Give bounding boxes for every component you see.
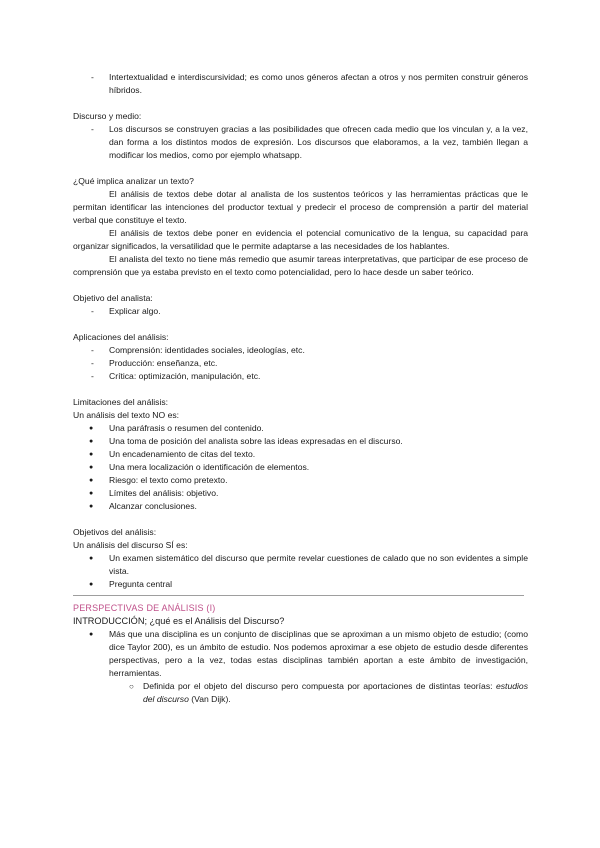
list-item: ● Un encadenamiento de citas del texto.	[73, 448, 528, 461]
list-item: ● Una mera localización o identificación de elementos.	[73, 461, 528, 474]
list-item: - Producción: enseñanza, etc.	[73, 357, 528, 370]
section-heading: PERSPECTIVAS DE ANÁLISIS (I)	[73, 603, 216, 613]
list-item: ● Una toma de posición del analista sobre las ideas expresadas en el discurso.	[73, 435, 528, 448]
section-title: Objetivo del analista:	[73, 293, 153, 303]
sub-item-emphasis: estudios del discurso	[143, 681, 528, 704]
list-item: ● Pregunta central	[73, 578, 528, 591]
list-item: ● Una paráfrasis o resumen del contenido.	[73, 422, 528, 435]
sub-item-text: Definida por el objeto del discurso pero compuesta por aportaciones de distintas teorías:	[143, 681, 493, 691]
list-item: - Comprensión: identidades sociales, ideologías, etc.	[73, 344, 528, 357]
section-title: Discurso y medio:	[73, 111, 142, 121]
section-subtitle: Un análisis del texto NO es:	[73, 410, 180, 420]
section-title: Limitaciones del análisis:	[73, 397, 169, 407]
list-item: ● Más que una disciplina es un conjunto de disciplinas que se aproximan a un mismo objeto de estudio; (como dice Taylor 200), es un ámbito de estudio. Nos podemos aproximar a ese objeto de estudio desde diferentes perspectivas, pero a la vez, todas estas disciplinas también aportan a este ámbito de investigación, herramientas.	[73, 628, 528, 680]
section-subtitle: Un análisis del discurso SÍ es:	[73, 540, 188, 550]
document-content	[73, 71, 528, 706]
list-item: ● Riesgo: el texto como pretexto.	[73, 474, 528, 487]
list-item: - Crítica: optimización, manipulación, etc.	[73, 370, 528, 383]
list-item: ● Límites del análisis: objetivo.	[73, 487, 528, 500]
section-title: Objetivos del análisis:	[73, 527, 157, 537]
paragraph: El análisis de textos debe dotar al analista de los sustentos teóricos y las herramientas prácticas que le permitan identificar las intenciones del productor textual y predecir el proceso de comprensión a partir del material verbal que constituye el texto.	[73, 189, 528, 225]
list-item: ● Alcanzar conclusiones.	[73, 500, 528, 513]
list-item: ● Un examen sistemático del discurso que permite revelar cuestiones de calado que no son evidentes a simple vista.	[73, 552, 528, 578]
section-divider	[73, 595, 524, 596]
paragraph: El analista del texto no tiene más remedio que asumir tareas interpretativas, que participar de ese proceso de comprensión que ya estaba previsto en el texto como potencialidad, pero lo hace desde un saber teórico.	[73, 254, 528, 277]
section-title: ¿Qué implica analizar un texto?	[73, 176, 194, 186]
list-item: - Los discursos se construyen gracias a las posibilidades que ofrecen cada medio que los vinculan y, a la vez, dan forma a los distintos modos de expresión. Los discursos que elaboramos, a la vez, también llegan a modificar los medios, como por ejemplo whatsapp.	[73, 123, 528, 162]
list-item: - Explicar algo.	[73, 305, 528, 318]
sub-item-suffix: (Van Dijk).	[191, 694, 231, 704]
sub-list-item	[73, 680, 528, 706]
section-title: Aplicaciones del análisis:	[73, 332, 169, 342]
paragraph: El análisis de textos debe poner en evidencia el potencial comunicativo de la lengua, su capacidad para organizar significados, la versatilidad que le permite adaptarse a las necesidades de los hablantes.	[73, 228, 528, 251]
intro-line: INTRODUCCIÓN; ¿qué es el Análisis del Discurso?	[73, 616, 285, 626]
list-item: - Intertextualidad e interdiscursividad; es como unos géneros afectan a otros y nos permiten construir géneros híbridos.	[73, 71, 528, 97]
